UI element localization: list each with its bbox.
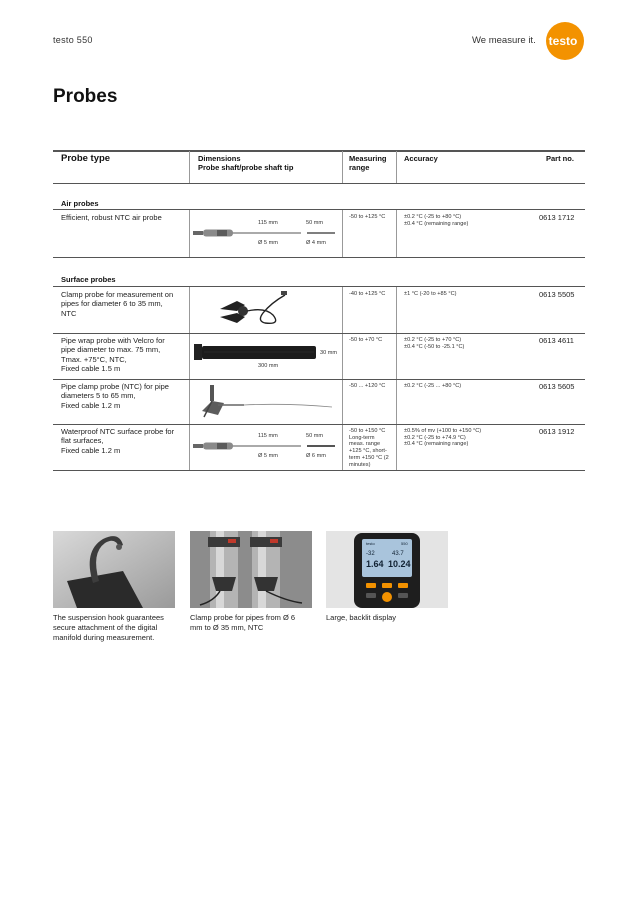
surface-probe-drawing [193, 440, 337, 452]
probe-name-line: flat surfaces, [61, 436, 104, 446]
header-part-no: Part no. [546, 154, 574, 163]
probe-name-line: pipe diameter to max. 75 mm, [61, 345, 161, 355]
caption-line: The suspension hook guarantees [53, 613, 164, 622]
section-surface-probes: Surface probes [61, 275, 116, 284]
accuracy-line: ±1 °C (-20 to +85 °C) [404, 291, 457, 297]
accuracy [404, 428, 481, 448]
accuracy-line: ±0.5% of mv (+100 to +150 °C) [404, 428, 482, 434]
caption-line: secure attachment of the digital [53, 623, 158, 632]
accuracy [404, 214, 468, 227]
range-line: -50 ... +120 °C [349, 383, 386, 389]
clamp-probe-drawing [215, 289, 305, 331]
header-range-sub: range [349, 163, 370, 172]
table-top-rule [53, 150, 585, 152]
caption-line: manifold during measurement. [53, 633, 155, 642]
clamp-probe-photo [190, 531, 312, 608]
probe-name-line: Fixed cable 1.2 m [61, 400, 121, 410]
probe-name-line: NTC [61, 308, 77, 318]
row-rule [53, 257, 585, 258]
row-rule [53, 333, 585, 334]
display-photo [326, 531, 448, 608]
range-line: Long-term [349, 434, 375, 441]
col-divider [396, 425, 397, 470]
tip-length: 50 mm [306, 220, 324, 226]
section-air-probes: Air probes [61, 199, 99, 208]
display-right-big: 10.24 [388, 559, 411, 569]
col-divider [189, 287, 190, 333]
pipe-clamp-probe-drawing [196, 383, 336, 423]
probe-name [61, 336, 186, 373]
part-number: 0613 1912 [539, 427, 575, 436]
range-line: -40 to +125 °C [349, 291, 386, 297]
accuracy-line: ±0.4 °C (remaining range) [404, 441, 469, 448]
range-line: -50 to +150 °C [349, 428, 386, 434]
measuring-range [349, 337, 382, 344]
row-rule [53, 379, 585, 380]
shaft-length: 115 mm [258, 433, 278, 439]
range-line: meas. range [349, 441, 381, 448]
col-divider [396, 380, 397, 424]
probe-name-line: Pipe clamp probe (NTC) for pipe [61, 382, 169, 391]
col-divider [342, 380, 343, 424]
probe-name-line: Pipe wrap probe with Velcro for [61, 336, 165, 345]
caption-hook [53, 613, 178, 643]
col-divider [396, 287, 397, 333]
measuring-range [349, 428, 389, 468]
range-line: term +150 °C (2 [349, 454, 389, 461]
col-divider [189, 334, 190, 379]
table-bottom-rule [53, 470, 585, 471]
range-line: -50 to +125 °C [349, 214, 386, 220]
header-bottom-rule [53, 183, 585, 184]
hook-image [53, 531, 175, 608]
caption-clamp [190, 613, 315, 633]
probe-name-line: Clamp probe for measurement on [61, 290, 174, 299]
range-line: +125 °C, short- [349, 448, 387, 455]
caption-display [326, 613, 451, 623]
probe-name [61, 427, 186, 455]
col-divider [396, 210, 397, 257]
probe-name [61, 290, 186, 318]
display-right-value: 43.7 [392, 551, 404, 557]
shaft-diameter: Ø 5 mm [258, 240, 278, 246]
col-divider [189, 425, 190, 470]
row-rule [53, 424, 585, 425]
col-divider [189, 380, 190, 424]
accuracy-line: ±0.2 °C (-25 ... +80 °C) [404, 383, 462, 389]
slogan: We measure it. [472, 35, 536, 46]
col-divider [396, 334, 397, 379]
col-divider [342, 334, 343, 379]
col-divider [342, 287, 343, 333]
accuracy-line: ±0.4 °C (remaining range) [404, 220, 469, 227]
header-probe-type: Probe type [61, 153, 111, 164]
measuring-range [349, 291, 385, 298]
shaft-length: 115 mm [258, 220, 278, 226]
probe-name-line: Efficient, robust NTC air probe [61, 213, 162, 222]
page-title: Probes [53, 86, 118, 107]
caption-line: Clamp probe for pipes from Ø 6 [190, 613, 296, 622]
section-rule [53, 286, 585, 287]
pipe-wrap-probe-drawing [194, 342, 319, 362]
col-divider [342, 210, 343, 257]
col-divider [342, 425, 343, 470]
measuring-range [349, 383, 385, 390]
wrap-length: 300 mm [258, 363, 279, 369]
testo-logo [542, 20, 586, 62]
probe-name [61, 382, 186, 410]
range-line: minutes) [349, 461, 371, 468]
part-number: 0613 4611 [539, 336, 574, 345]
accuracy-line: ±0.2 °C (-25 to +70 °C) [404, 337, 462, 343]
tip-diameter: Ø 4 mm [306, 240, 326, 246]
measuring-range [349, 214, 385, 221]
display-left-value: -32 [366, 551, 375, 557]
pipes-image [190, 531, 312, 608]
probe-name-line: diameters 5 to 65 mm, [61, 391, 136, 401]
header-accuracy: Accuracy [404, 154, 438, 163]
probe-name-line: Tmax. +75°C, NTC, [61, 354, 127, 364]
tip-diameter: Ø 6 mm [306, 453, 326, 459]
probe-name-line: Waterproof NTC surface probe for [61, 427, 175, 436]
probe-name [61, 213, 186, 222]
col-divider [189, 210, 190, 257]
shaft-diameter: Ø 5 mm [258, 453, 278, 459]
display-brand: testo [366, 541, 375, 546]
header-dimensions-sub: Probe shaft/probe shaft tip [198, 163, 294, 172]
caption-line: mm to Ø 35 mm, NTC [190, 623, 264, 632]
logo-text: testo [548, 34, 578, 48]
tip-length: 50 mm [306, 433, 324, 439]
part-number: 0613 5505 [539, 290, 575, 299]
accuracy [404, 291, 456, 298]
header-dimensions: Dimensions [198, 154, 241, 163]
range-line: -50 to +70 °C [349, 337, 383, 343]
col-divider [189, 151, 190, 183]
caption-line: Large, backlit display [326, 613, 397, 622]
wrap-width: 30 mm [320, 350, 338, 356]
section-rule [53, 209, 585, 210]
suspension-hook-photo [53, 531, 175, 608]
probe-name-line: Fixed cable 1.2 m [61, 445, 121, 455]
col-divider [396, 151, 397, 183]
probe-name-line: Fixed cable 1.5 m [61, 363, 121, 373]
accuracy [404, 383, 461, 390]
accuracy-line: ±0.4 °C (-50 to -25.1 °C) [404, 343, 465, 350]
accuracy-line: ±0.2 °C (-25 to +80 °C) [404, 214, 462, 220]
display-model: 550 [401, 541, 408, 546]
part-number: 0613 1712 [539, 213, 575, 222]
accuracy-line: ±0.2 °C (-25 to +74.9 °C) [404, 434, 466, 441]
probe-name-line: pipes for diameter 6 to 35 mm, [61, 299, 163, 309]
display-left-big: 1.64 [366, 559, 384, 569]
device-image [326, 531, 448, 608]
part-number: 0613 5605 [539, 382, 575, 391]
header-range: Measuring [349, 154, 387, 163]
product-name: testo 550 [53, 35, 93, 45]
air-probe-drawing [193, 227, 337, 239]
accuracy [404, 337, 464, 350]
col-divider [342, 151, 343, 183]
